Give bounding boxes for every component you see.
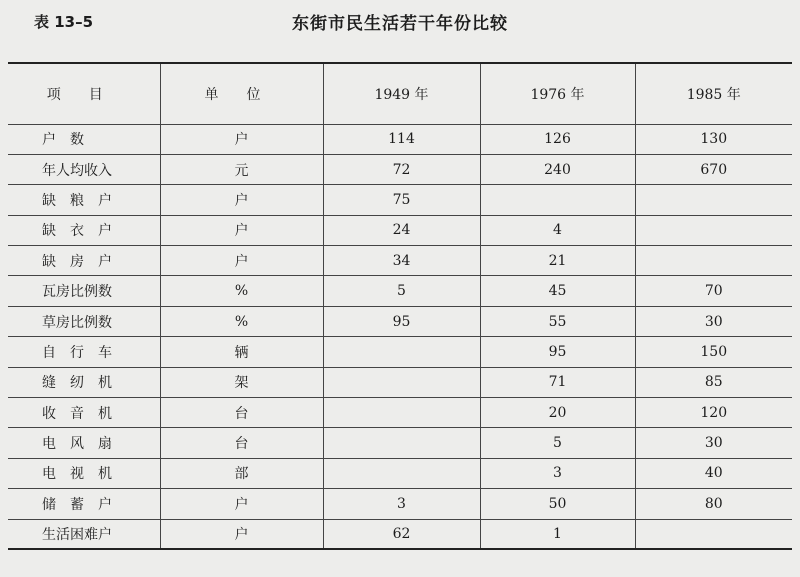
row-unit-cell: 户	[160, 246, 323, 276]
row-1976-cell: 126	[480, 124, 635, 154]
row-unit-cell: %	[160, 276, 323, 306]
row-1976-cell: 5	[480, 428, 635, 458]
table-row	[8, 306, 792, 336]
table-row	[8, 489, 792, 519]
row-1949-cell	[323, 398, 480, 428]
row-1985-cell: 150	[635, 337, 792, 367]
row-item-cell: 电 风 扇	[8, 428, 160, 458]
row-1949-cell: 24	[323, 215, 480, 245]
table-row	[8, 428, 792, 458]
row-item-cell: 缝 纫 机	[8, 367, 160, 397]
row-1949-cell	[323, 367, 480, 397]
row-1985-cell: 30	[635, 306, 792, 336]
row-1949-cell	[323, 428, 480, 458]
table-caption: 东街市民生活若干年份比较	[292, 14, 508, 34]
row-1949-cell	[323, 337, 480, 367]
row-1949-cell: 3	[323, 489, 480, 519]
row-item-cell: 户 数	[8, 124, 160, 154]
row-1976-cell: 1	[480, 519, 635, 549]
row-item-cell: 自 行 车	[8, 337, 160, 367]
row-unit-cell: 户	[160, 215, 323, 245]
row-unit-cell: 户	[160, 519, 323, 549]
row-unit-cell: 户	[160, 489, 323, 519]
row-1985-cell: 120	[635, 398, 792, 428]
row-item-cell: 收 音 机	[8, 398, 160, 428]
comparison-table	[8, 62, 792, 550]
row-1985-cell	[635, 519, 792, 549]
row-item-cell: 缺 粮 户	[8, 185, 160, 215]
row-1985-cell: 40	[635, 458, 792, 488]
row-unit-cell: %	[160, 306, 323, 336]
table-row	[8, 458, 792, 488]
row-1949-cell: 95	[323, 306, 480, 336]
row-1985-cell: 670	[635, 154, 792, 184]
table-number-label: 表 13–5	[34, 13, 94, 31]
table-row	[8, 215, 792, 245]
table-row	[8, 337, 792, 367]
row-1985-cell: 30	[635, 428, 792, 458]
row-item-cell: 瓦房比例数	[8, 276, 160, 306]
table-row	[8, 398, 792, 428]
row-1949-cell: 34	[323, 246, 480, 276]
row-1976-cell: 20	[480, 398, 635, 428]
row-1976-cell: 4	[480, 215, 635, 245]
row-1949-cell: 72	[323, 154, 480, 184]
table-row	[8, 276, 792, 306]
row-1985-cell	[635, 246, 792, 276]
row-unit-cell: 元	[160, 154, 323, 184]
row-1976-cell: 55	[480, 306, 635, 336]
table-row	[8, 154, 792, 184]
table-row	[8, 185, 792, 215]
header-item: 项目	[8, 63, 160, 124]
row-unit-cell: 台	[160, 428, 323, 458]
row-1976-cell: 95	[480, 337, 635, 367]
row-1985-cell: 130	[635, 124, 792, 154]
row-1976-cell	[480, 185, 635, 215]
row-unit-cell: 部	[160, 458, 323, 488]
row-1976-cell: 3	[480, 458, 635, 488]
row-item-cell: 生活困难户	[8, 519, 160, 549]
row-1976-cell: 71	[480, 367, 635, 397]
row-1985-cell	[635, 185, 792, 215]
row-1976-cell: 45	[480, 276, 635, 306]
row-item-cell: 电 视 机	[8, 458, 160, 488]
row-item-cell: 缺 衣 户	[8, 215, 160, 245]
row-1985-cell: 80	[635, 489, 792, 519]
row-1949-cell: 75	[323, 185, 480, 215]
row-1949-cell: 62	[323, 519, 480, 549]
row-item-cell: 缺 房 户	[8, 246, 160, 276]
header-unit: 单位	[160, 63, 323, 124]
row-1976-cell: 21	[480, 246, 635, 276]
row-1985-cell: 70	[635, 276, 792, 306]
table-row	[8, 246, 792, 276]
row-1985-cell	[635, 215, 792, 245]
row-unit-cell: 架	[160, 367, 323, 397]
row-1976-cell: 240	[480, 154, 635, 184]
row-unit-cell: 户	[160, 185, 323, 215]
row-1949-cell: 5	[323, 276, 480, 306]
row-item-cell: 草房比例数	[8, 306, 160, 336]
table-row	[8, 519, 792, 549]
row-unit-cell: 辆	[160, 337, 323, 367]
header-1976: 1976 年	[480, 63, 635, 124]
header-row	[8, 63, 792, 124]
header-1949: 1949 年	[323, 63, 480, 124]
table-row	[8, 124, 792, 154]
table-row	[8, 367, 792, 397]
row-1985-cell: 85	[635, 367, 792, 397]
row-item-cell: 储 蓄 户	[8, 489, 160, 519]
row-unit-cell: 户	[160, 124, 323, 154]
row-item-cell: 年人均收入	[8, 154, 160, 184]
row-1976-cell: 50	[480, 489, 635, 519]
row-unit-cell: 台	[160, 398, 323, 428]
header-1985: 1985 年	[635, 63, 792, 124]
row-1949-cell: 114	[323, 124, 480, 154]
row-1949-cell	[323, 458, 480, 488]
table-body	[8, 124, 792, 549]
